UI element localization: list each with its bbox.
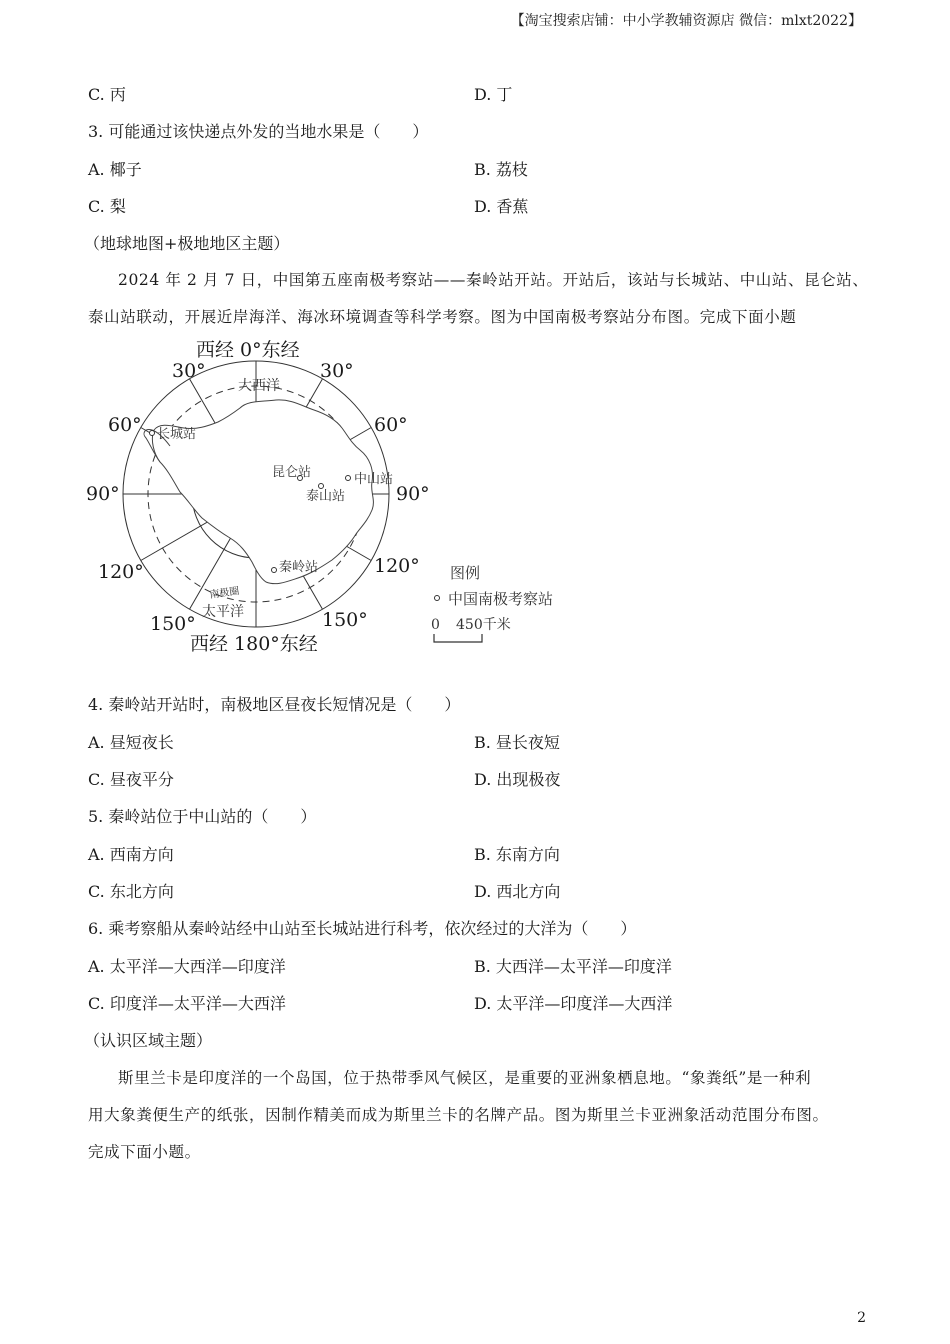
q2-option-d: D. 丁: [474, 85, 513, 104]
deg-label: 90°: [396, 483, 430, 505]
deg-label: 150°: [150, 613, 196, 635]
section-paragraph-line: 泰山站联动，开展近岸海洋、海冰环境调查等科学考察。图为中国南极考察站分布图。完成下面小题: [88, 308, 797, 326]
q3-option-b: B. 荔枝: [474, 160, 528, 179]
deg-label: 30°: [172, 360, 206, 382]
deg-label: 60°: [108, 414, 142, 436]
q4-option-b: B. 昼长夜短: [474, 733, 560, 752]
q2-option-c: C. 丙: [88, 85, 126, 104]
q5-option-a: A. 西南方向: [88, 845, 174, 864]
station-marker-taishan: [319, 484, 324, 489]
q5-option-d: D. 西北方向: [474, 882, 561, 901]
antarctic-circle-label: 南极圈: [208, 585, 241, 601]
section-paragraph-line: 用大象粪便生产的纸张，因制作精美而成为斯里兰卡的名牌产品。图为斯里兰卡亚洲象活动范围分布图。: [88, 1106, 829, 1124]
q6-stem: 6. 乘考察船从秦岭站经中山站至长城站进行科考，依次经过的大洋为（ ）: [88, 919, 637, 938]
section-paragraph-line: 2024 年 2 月 7 日，中国第五座南极考察站——秦岭站开站。开站后，该站与长城站、中山站、昆仑站、: [118, 271, 869, 289]
station-marker-zhongshan: [346, 476, 351, 481]
q4-option-a: A. 昼短夜长: [88, 733, 174, 752]
q6-option-a: A. 太平洋—大西洋—印度洋: [88, 957, 286, 976]
deg-label: 120°: [98, 561, 144, 583]
legend-station-label: 中国南极考察站: [448, 590, 554, 608]
deg-label: 120°: [374, 555, 420, 577]
antarctic-stations-map: [80, 330, 580, 660]
q6-option-b: B. 大西洋—太平洋—印度洋: [474, 957, 672, 976]
deg-label: 90°: [86, 483, 120, 505]
deg-label: 30°: [320, 360, 354, 382]
q5-option-b: B. 东南方向: [474, 845, 560, 864]
station-marker-changcheng: [150, 431, 155, 436]
deg-label: 60°: [374, 414, 408, 436]
scale-bar: [434, 634, 482, 642]
q6-option-d: D. 太平洋—印度洋—大西洋: [474, 994, 673, 1013]
q3-stem: 3. 可能通过该快递点外发的当地水果是（ ）: [88, 122, 429, 141]
q4-option-d: D. 出现极夜: [474, 770, 561, 789]
station-label-changcheng: 长城站: [157, 427, 197, 442]
station-label-kunlun: 昆仑站: [272, 465, 312, 480]
q3-option-d: D. 香蕉: [474, 197, 529, 216]
deg-label: 150°: [322, 609, 368, 631]
ocean-atlantic: 大西洋: [238, 378, 280, 394]
station-label-taishan: 泰山站: [306, 489, 346, 504]
page-header: 【淘宝搜索店铺：中小学教辅资源店 微信：mlxt2022】: [510, 13, 862, 29]
section-tag-region: （认识区域主题）: [84, 1031, 213, 1050]
q4-option-c: C. 昼夜平分: [88, 770, 174, 789]
map-bottom-label: 西经 180°东经: [190, 633, 318, 655]
legend-title: 图例: [450, 564, 481, 582]
station-label-qinling: 秦岭站: [279, 560, 319, 575]
station-marker-qinling: [272, 568, 277, 573]
section-tag-polar: （地球地图+极地地区主题）: [84, 234, 290, 253]
page-number: 2: [857, 1310, 866, 1326]
section-paragraph-line: 完成下面小题。: [88, 1143, 201, 1161]
q5-stem: 5. 秦岭站位于中山站的（ ）: [88, 807, 317, 826]
q6-option-c: C. 印度洋—太平洋—大西洋: [88, 994, 286, 1013]
q4-stem: 4. 秦岭站开站时，南极地区昼夜长短情况是（ ）: [88, 695, 461, 714]
q3-option-c: C. 梨: [88, 197, 126, 216]
station-label-zhongshan: 中山站: [354, 472, 394, 487]
q5-option-c: C. 东北方向: [88, 882, 174, 901]
ocean-pacific: 太平洋: [202, 604, 244, 620]
map-top-label: 西经 0°东经: [196, 339, 300, 361]
scale-max: 450千米: [456, 617, 511, 633]
section-paragraph-line: 斯里兰卡是印度洋的一个岛国，位于热带季风气候区，是重要的亚洲象栖息地。“象粪纸”是一种利: [118, 1069, 812, 1087]
legend-station-marker: [435, 596, 440, 601]
q3-option-a: A. 椰子: [88, 160, 142, 179]
scale-zero: 0: [431, 617, 440, 633]
